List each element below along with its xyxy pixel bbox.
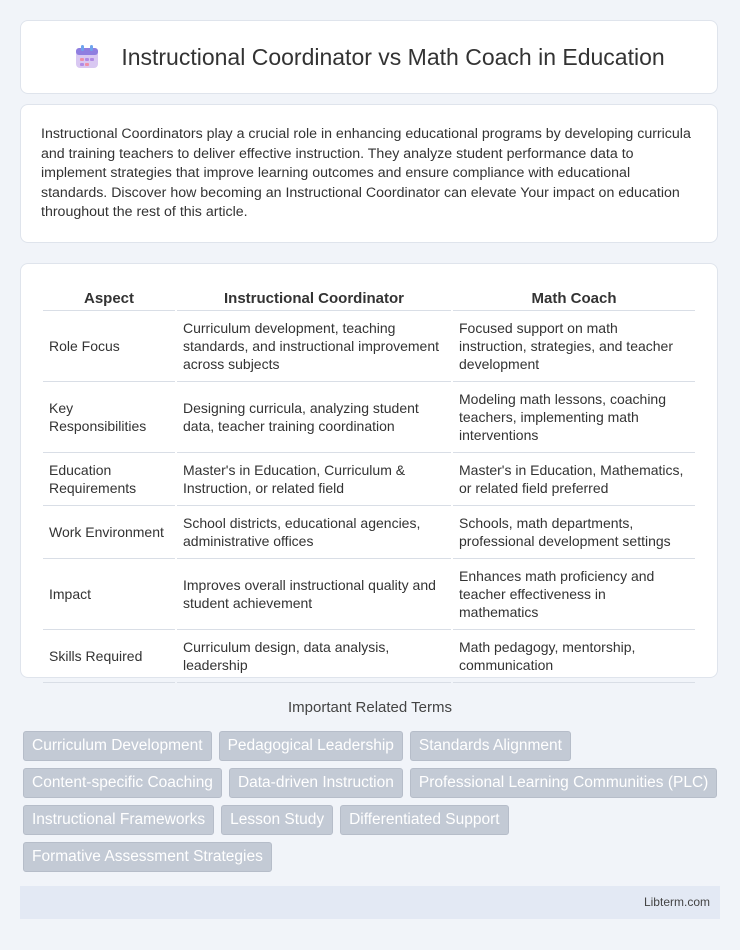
tag-standards-alignment[interactable]: Standards Alignment <box>410 731 571 761</box>
table-row <box>43 382 695 453</box>
tag-professional-learning-communities[interactable]: Professional Learning Communities (PLC) <box>410 768 717 798</box>
cell-math-coach: Math pedagogy, mentorship, communication <box>453 630 695 683</box>
header-aspect: Aspect <box>43 284 175 311</box>
header-instructional-coordinator: Instructional Coordinator <box>177 284 451 311</box>
tag-instructional-frameworks[interactable]: Instructional Frameworks <box>23 805 214 835</box>
tag-lesson-study[interactable]: Lesson Study <box>221 805 333 835</box>
cell-coordinator: Curriculum design, data analysis, leadership <box>177 630 451 683</box>
cell-math-coach: Schools, math departments, professional development settings <box>453 506 695 559</box>
cell-coordinator: Master's in Education, Curriculum & Instruction, or related field <box>177 453 451 506</box>
cell-coordinator: Improves overall instructional quality and student achievement <box>177 559 451 630</box>
related-terms-list <box>23 731 723 872</box>
related-terms-title: Important Related Terms <box>288 699 452 716</box>
table-row <box>43 453 695 506</box>
table-row <box>43 506 695 559</box>
cell-math-coach: Modeling math lessons, coaching teachers, implementing math interventions <box>453 382 695 453</box>
cell-math-coach: Focused support on math instruction, strategies, and teacher development <box>453 311 695 382</box>
header-math-coach: Math Coach <box>453 284 695 311</box>
intro-card <box>20 104 718 243</box>
cell-coordinator: School districts, educational agencies, administrative offices <box>177 506 451 559</box>
footer <box>20 886 720 919</box>
cell-aspect: Role Focus <box>43 311 175 382</box>
footer-site-link[interactable]: Libterm.com <box>643 895 710 909</box>
cell-coordinator: Designing curricula, analyzing student data, teacher training coordination <box>177 382 451 453</box>
calendar-icon <box>73 43 101 71</box>
cell-math-coach: Enhances math proficiency and teacher effectiveness in mathematics <box>453 559 695 630</box>
header-inner <box>73 43 664 71</box>
cell-aspect: Skills Required <box>43 630 175 683</box>
cell-aspect: Key Responsibilities <box>43 382 175 453</box>
page-title: Instructional Coordinator vs Math Coach in Education <box>121 43 665 70</box>
tag-content-specific-coaching[interactable]: Content-specific Coaching <box>23 768 222 798</box>
tag-data-driven-instruction[interactable]: Data-driven Instruction <box>229 768 403 798</box>
cell-coordinator: Curriculum development, teaching standards, and instructional improvement across subjects <box>177 311 451 382</box>
table-row <box>43 630 695 683</box>
header-card <box>20 20 718 94</box>
tag-pedagogical-leadership[interactable]: Pedagogical Leadership <box>219 731 403 761</box>
cell-aspect: Work Environment <box>43 506 175 559</box>
comparison-table <box>41 284 697 683</box>
tag-curriculum-development[interactable]: Curriculum Development <box>23 731 212 761</box>
tag-formative-assessment-strategies[interactable]: Formative Assessment Strategies <box>23 842 272 872</box>
cell-aspect: Education Requirements <box>43 453 175 506</box>
table-row <box>43 311 695 382</box>
table-header-row <box>43 284 695 311</box>
intro-paragraph: Instructional Coordinators play a crucial role in enhancing educational programs by developing curricula and training teachers to deliver effective instruction. They analyze student performance data to implement strategies that improve learning outcomes and ensure compliance with educational standards. Discover how becoming an Instructional Coordinator can elevate Your impact on education throughout the rest of this article. <box>41 126 691 221</box>
cell-aspect: Impact <box>43 559 175 630</box>
cell-math-coach: Master's in Education, Mathematics, or related field preferred <box>453 453 695 506</box>
comparison-card <box>20 263 718 678</box>
table-row <box>43 559 695 630</box>
tag-differentiated-support[interactable]: Differentiated Support <box>340 805 509 835</box>
